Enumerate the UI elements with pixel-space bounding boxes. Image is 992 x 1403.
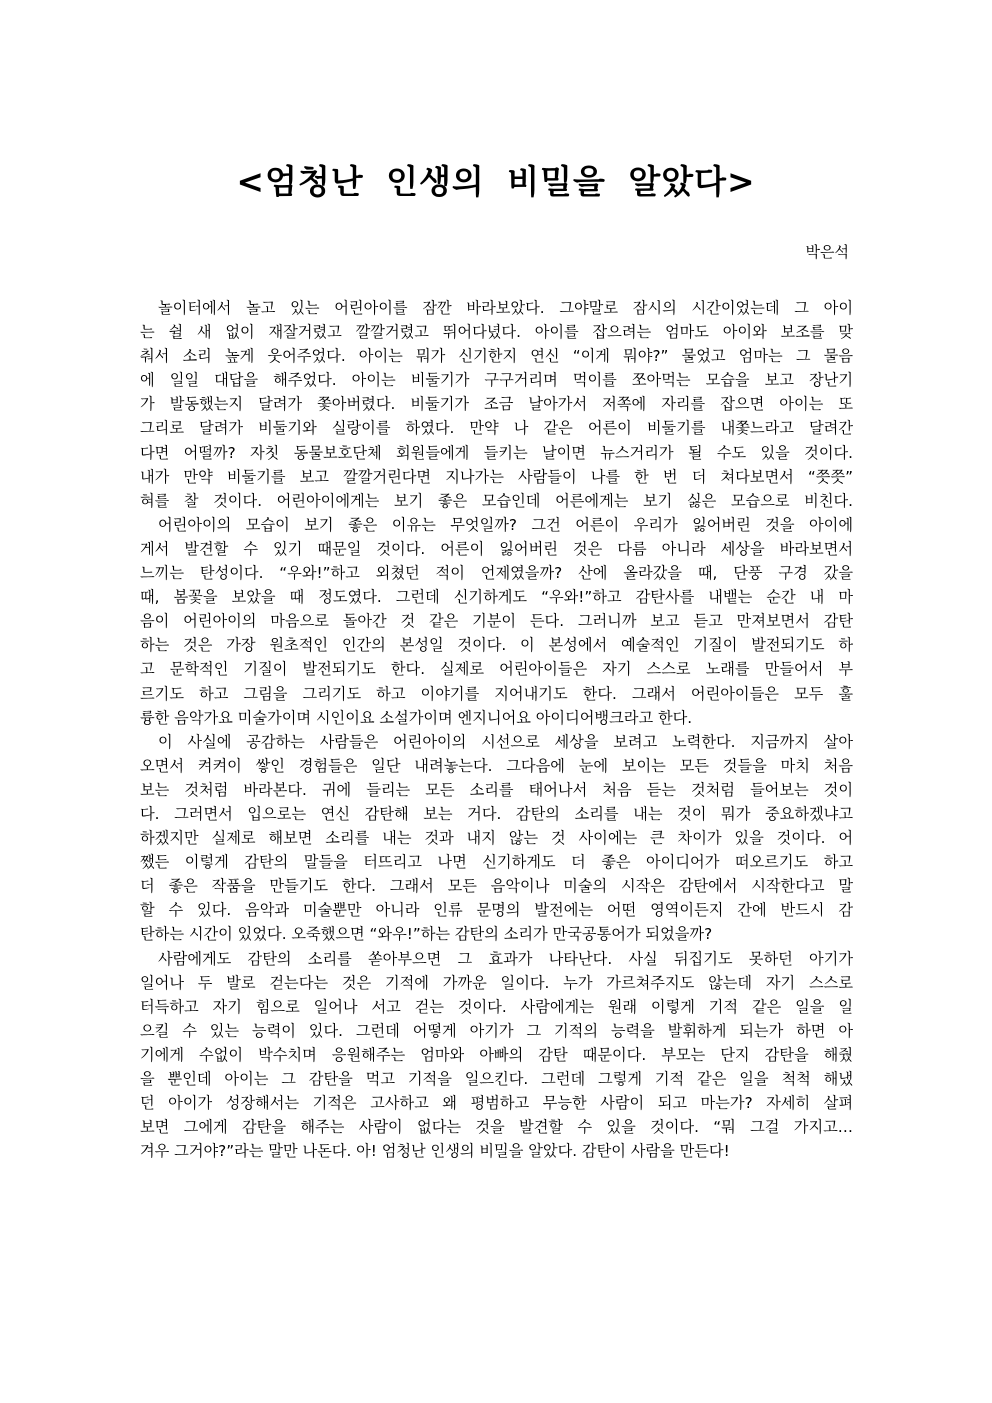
body-line: 터득하고 자기 힘으로 일어나 서고 걷는 것이다. 사람에게는 원래 이렇게 기적 같은 일을 일 [140,997,853,1016]
body-line: 탄하는 시간이 있었다. 오죽했으면 “와우!”하는 감탄의 소리가 만국공통어가 되었을까? [140,925,713,944]
body-line: 일어나 두 발로 걷는다는 것은 기적에 가까운 일이다. 누가 가르쳐주지도 않는데 자기 스스로 [140,973,853,992]
body-line: 다면 어떨까? 자칫 동물보호단체 회원들에게 들키는 날이면 뉴스거리가 될 수도 있을 것이다. [140,443,853,462]
body-line: 을 뿐인데 아이는 그 감탄을 먹고 기적을 일으킨다. 그런데 그렇게 기적 같은 일을 척척 해냈 [140,1070,853,1088]
body-line: 춰서 소리 높게 웃어주었다. 아이는 뭐가 신기한지 연신 “이게 뭐야?” 물었고 엄마는 그 물음 [140,347,853,366]
body-line: 어린아이의 모습이 보기 좋은 이유는 무엇일까? 그건 어른이 우리가 잃어버린 것을 아이에 [158,515,853,534]
body-line: 더 좋은 작품을 만들기도 한다. 그래서 모든 음악이나 미술의 시작은 감탄에서 시작한다고 말 [140,877,853,896]
body-line: 하겠지만 실제로 해보면 소리를 내는 것과 내지 않는 것 사이에는 큰 차이가 있을 것이다. 어 [140,829,853,848]
body-line: 르기도 하고 그림을 그리기도 하고 이야기를 지어내기도 한다. 그래서 어린아이들은 모두 훌 [140,684,853,703]
body-line: 사람에게도 감탄의 소리를 쏟아부으면 그 효과가 나타난다. 사실 뒤집기도 못하던 아기가 [158,949,853,968]
body-line: 쨌든 이렇게 감탄의 말들을 터뜨리고 나면 신기하게도 더 좋은 아이디어가 떠오르기도 하고 [140,853,853,872]
body-line: 하는 것은 가장 원초적인 인간의 본성일 것이다. 이 본성에서 예술적인 기질이 발전되기도 하 [140,636,853,655]
body-line: 던 아이가 성장해서는 기적은 고사하고 왜 평범하고 무능한 사람이 되고 마는가? 자세히 살펴 [140,1094,853,1113]
body-line: 그리로 달려가 비둘기와 실랑이를 하였다. 만약 나 같은 어른이 비둘기를 내쫓느라고 달려간 [140,419,853,438]
body-line: 느끼는 탄성이다. “우와!”하고 외쳤던 적이 언제였을까? 산에 올라갔을 때, 단풍 구경 갔을 [140,564,853,583]
body-line: 에 일일 대답을 해주었다. 아이는 비둘기가 구구거리며 먹이를 쪼아먹는 모습을 보고 장난기 [140,371,853,390]
body-line: 보면 그에게 감탄을 해주는 사람이 없다는 것을 발견할 수 있을 것이다. “뭐 그걸 가지고… [140,1118,853,1137]
body-line: 게서 발견할 수 있기 때문일 것이다. 어른이 잃어버린 것은 다름 아니라 세상을 바라보면서 [140,539,853,558]
document-title: <엄청난 인생의 비밀을 알았다> [236,162,756,201]
document-author: 박은석 [805,243,849,261]
body-line: 혀를 찰 것이다. 어린아이에게는 보기 좋은 모습인데 어른에게는 보기 싫은 모습으로 비친다. [140,491,853,510]
body-line: 이 사실에 공감하는 사람들은 어린아이의 시선으로 세상을 보려고 노력한다. 지금까지 살아 [158,732,853,751]
body-line: 기에게 수없이 박수치며 응원해주는 엄마와 아빠의 감탄 때문이다. 부모는 단지 감탄을 해줬 [140,1045,853,1064]
document-body [140,296,853,1163]
body-line: 할 수 있다. 음악과 미술뿐만 아니라 인류 문명의 발전에는 어떤 영역이든지 간에 반드시 감 [140,901,853,920]
body-line: 다. 그러면서 입으로는 연신 감탄해 보는 거다. 감탄의 소리를 내는 것이 뭐가 중요하겠냐고 [140,804,853,823]
body-line: 으킬 수 있는 능력이 있다. 그런데 어떻게 아기가 그 기적의 능력을 발휘하게 되는가 하면 아 [140,1021,853,1040]
body-line: 오면서 켜켜이 쌓인 경험들은 일단 내려놓는다. 그다음에 눈에 보이는 모든 것들을 마치 처음 [140,756,853,775]
body-line: 륭한 음악가요 미술가이며 시인이요 소설가이며 엔지니어요 아이디어뱅크라고 한다. [140,708,693,727]
body-line: 가 발동했는지 달려가 쫓아버렸다. 비둘기가 조금 날아가서 저쪽에 자리를 잡으면 아이는 또 [140,395,853,414]
body-line: 는 쉴 새 없이 재잘거렸고 깔깔거렸고 뛰어다녔다. 아이를 잡으려는 엄마도 아이와 보조를 맞 [140,323,853,342]
body-line: 겨우 그거야?”라는 말만 나돈다. 아! 엄청난 인생의 비밀을 알았다. 감탄이 사람을 만든다! [140,1142,730,1161]
body-line: 내가 만약 비둘기를 보고 깔깔거린다면 지나가는 사람들이 나를 한 번 더 쳐다보면서 “쯧쯧” [140,467,853,486]
body-line: 놀이터에서 놀고 있는 어린아이를 잠깐 바라보았다. 그야말로 잠시의 시간이었는데 그 아이 [158,299,853,317]
body-line: 때, 봄꽃을 보았을 때 정도였다. 그런데 신기하게도 “우와!”하고 감탄사를 내뱉는 순간 내 마 [140,588,853,607]
body-line: 음이 어린아이의 마음으로 돌아간 것 같은 기분이 든다. 그러니까 보고 듣고 만져보면서 감탄 [140,612,853,631]
body-line: 고 문학적인 기질이 발전되기도 한다. 실제로 어린아이들은 자기 스스로 노래를 만들어서 부 [140,660,853,679]
body-line: 보는 것처럼 바라본다. 귀에 들리는 모든 소리를 태어나서 처음 듣는 것처럼 들어보는 것이 [140,780,853,799]
